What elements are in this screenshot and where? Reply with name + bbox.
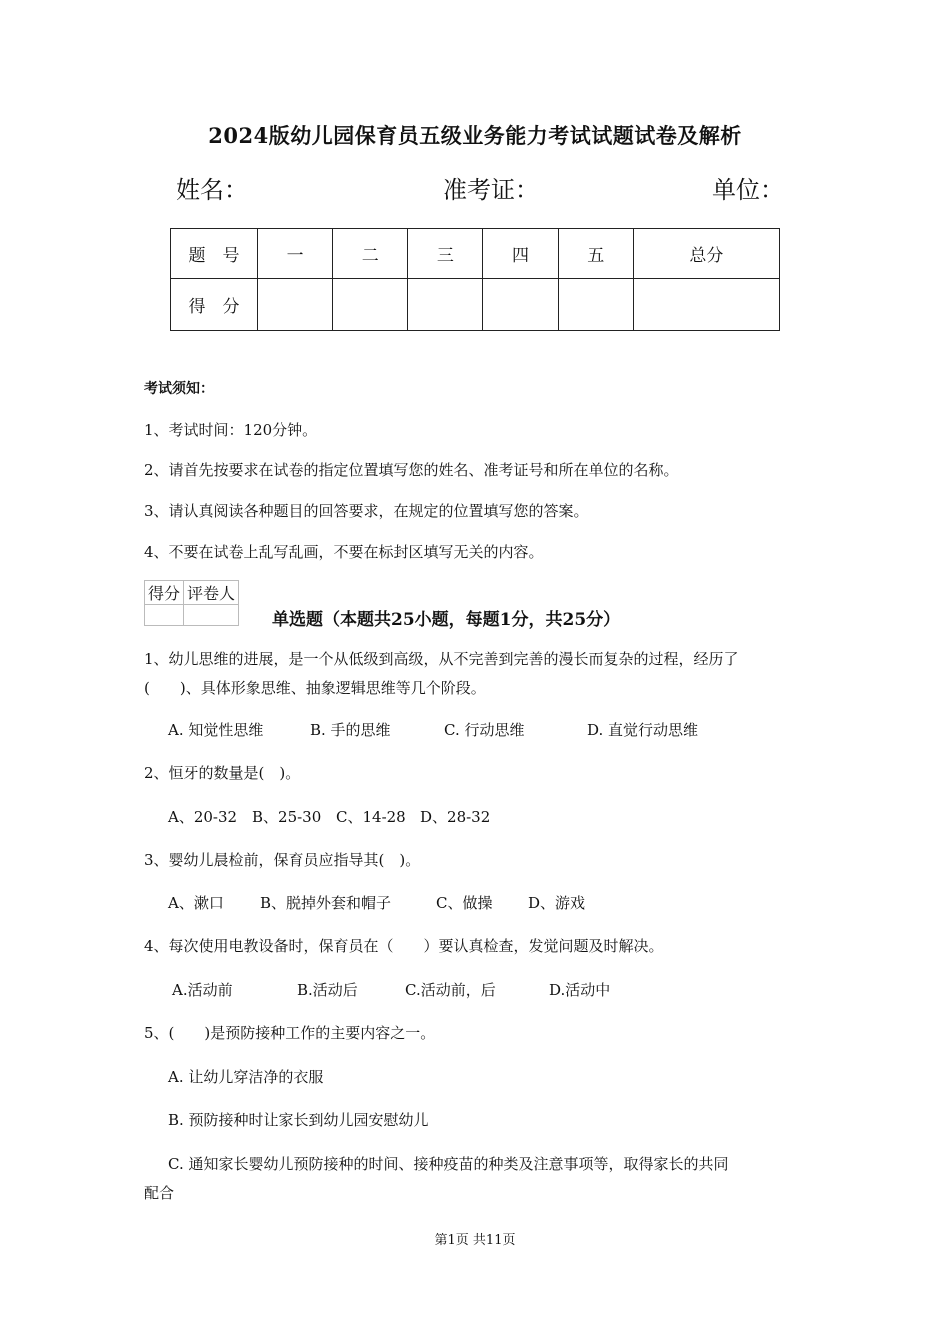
q1-option-d[interactable]: D. 直觉行动思维 — [587, 721, 699, 739]
header-cell-1: 一 — [258, 229, 333, 279]
header-cell-label: 题 号 — [171, 229, 258, 279]
notice-heading: 考试须知： — [144, 381, 214, 397]
score-cell-4[interactable] — [483, 279, 558, 331]
q1-option-b[interactable]: B. 手的思维 — [310, 721, 391, 739]
score-cell-5[interactable] — [558, 279, 633, 331]
q1-option-a[interactable]: A. 知觉性思维 — [168, 721, 264, 739]
score-cell-1[interactable] — [258, 279, 333, 331]
score-table-header-row — [171, 229, 780, 279]
score-table — [170, 228, 780, 331]
q3-option-c[interactable]: C、做操 — [436, 894, 493, 912]
page-title: 2024版幼儿园保育员五级业务能力考试试题试卷及解析 — [208, 123, 742, 148]
q3-option-d[interactable]: D、游戏 — [528, 894, 586, 912]
notice-item: 4、不要在试卷上乱写乱画，不要在标封区填写无关的内容。 — [144, 543, 544, 561]
q5-option-c-line1[interactable]: C. 通知家长婴幼儿预防接种的时间、接种疫苗的种类及注意事项等，取得家长的共同 — [168, 1155, 729, 1173]
q2-option-c[interactable]: C、14-28 — [336, 808, 406, 826]
unit-label: 单位： — [712, 176, 784, 204]
header-cell-4: 四 — [483, 229, 558, 279]
header-cell-2: 二 — [333, 229, 408, 279]
q3-option-b[interactable]: B、脱掉外套和帽子 — [260, 894, 392, 912]
question-2-stem: 2、恒牙的数量是( )。 — [144, 764, 301, 782]
score-row-label: 得 分 — [171, 279, 258, 331]
q5-option-a[interactable]: A. 让幼儿穿洁净的衣服 — [168, 1068, 324, 1086]
name-label: 姓名： — [176, 176, 248, 204]
question-4-stem: 4、每次使用电教设备时，保育员在（ ）要认真检查，发觉问题及时解决。 — [144, 937, 664, 955]
page-footer: 第1页 共11页 — [434, 1233, 516, 1248]
header-cell-total: 总分 — [633, 229, 779, 279]
grader-score-cell[interactable] — [145, 605, 184, 626]
score-cell-total[interactable] — [633, 279, 779, 331]
q2-option-d[interactable]: D、28-32 — [420, 808, 491, 826]
grader-label: 评卷人 — [184, 581, 239, 605]
q3-option-a[interactable]: A、漱口 — [168, 894, 224, 912]
q4-option-b[interactable]: B.活动后 — [297, 981, 358, 999]
section-title: 单选题（本题共25小题，每题1分，共25分） — [272, 610, 621, 630]
score-table-score-row — [171, 279, 780, 331]
q2-option-b[interactable]: B、25-30 — [252, 808, 322, 826]
question-1-line2: ( )、具体形象思维、抽象逻辑思维等几个阶段。 — [144, 679, 486, 697]
q5-option-c-line2: 配合 — [144, 1184, 175, 1202]
grader-name-cell[interactable] — [184, 605, 239, 626]
q1-option-c[interactable]: C. 行动思维 — [444, 721, 525, 739]
question-3-stem: 3、婴幼儿晨检前，保育员应指导其( )。 — [144, 851, 421, 869]
q2-option-a[interactable]: A、20-32 — [168, 808, 238, 826]
notice-item: 1、考试时间：120分钟。 — [144, 421, 318, 439]
question-5-stem: 5、( )是预防接种工作的主要内容之一。 — [144, 1024, 436, 1042]
q4-option-d[interactable]: D.活动中 — [549, 981, 611, 999]
ticket-label: 准考证： — [443, 176, 539, 204]
notice-item: 2、请首先按要求在试卷的指定位置填写您的姓名、准考证号和所在单位的名称。 — [144, 461, 679, 479]
header-cell-5: 五 — [558, 229, 633, 279]
q4-option-c[interactable]: C.活动前，后 — [405, 981, 496, 999]
notice-item: 3、请认真阅读各种题目的回答要求，在规定的位置填写您的答案。 — [144, 502, 589, 520]
q4-option-a[interactable]: A.活动前 — [172, 981, 233, 999]
score-cell-3[interactable] — [408, 279, 483, 331]
question-1-line1: 1、幼儿思维的进展，是一个从低级到高级，从不完善到完善的漫长而复杂的过程，经历了 — [144, 650, 739, 668]
header-cell-3: 三 — [408, 229, 483, 279]
grader-box — [144, 580, 239, 626]
score-cell-2[interactable] — [333, 279, 408, 331]
grader-score-label: 得分 — [145, 581, 184, 605]
q5-option-b[interactable]: B. 预防接种时让家长到幼儿园安慰幼儿 — [168, 1111, 429, 1129]
